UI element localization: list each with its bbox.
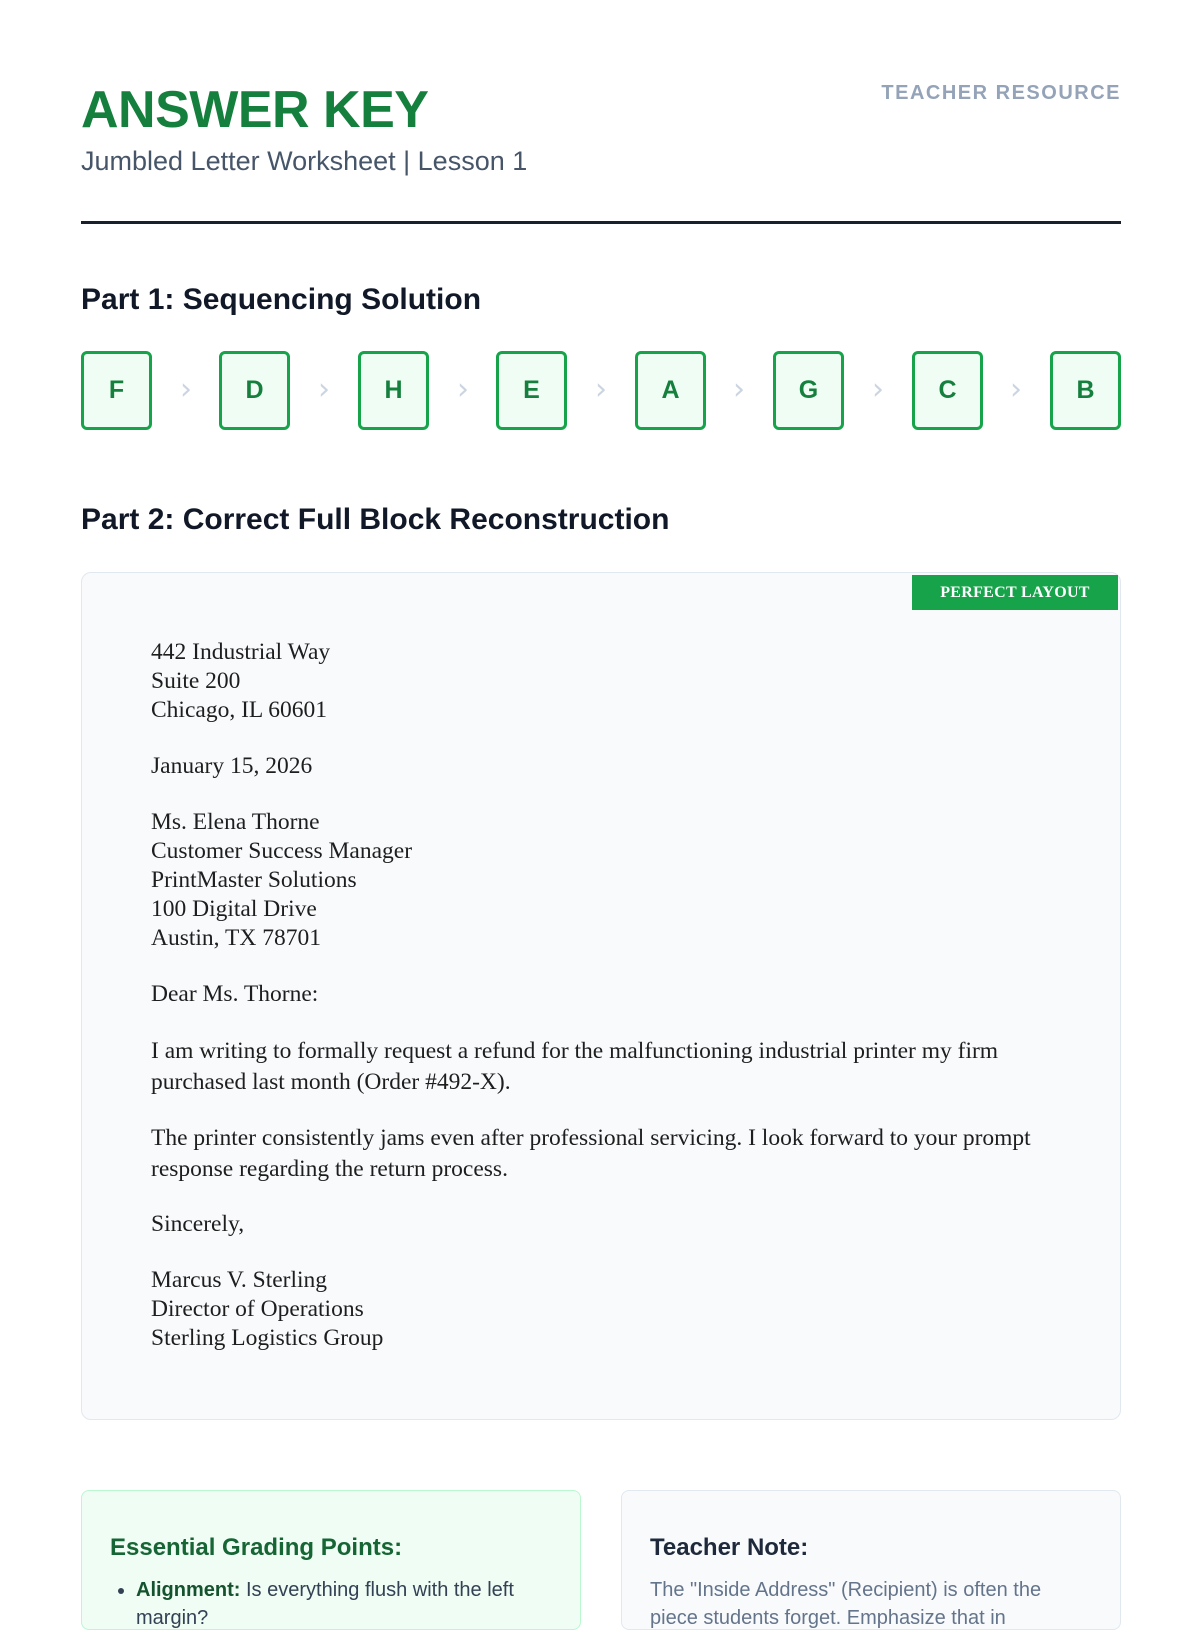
chevron-right-icon: ›: [595, 372, 607, 407]
signature-line: Sterling Logistics Group: [151, 1325, 384, 1351]
sequence-box: G: [773, 351, 844, 430]
part1-title: Part 1: Sequencing Solution: [81, 283, 482, 316]
inside-address: [151, 808, 1051, 953]
chevron-right-icon: ›: [457, 372, 469, 407]
body-paragraph-2: The printer consistently jams even after professional servicing. I look forward to your prompt response regarding the return process.: [151, 1125, 1031, 1182]
grading-point-text: Is everything flush with the left margin?: [136, 1579, 514, 1629]
inside-address-line: Ms. Elena Thorne: [151, 809, 320, 835]
chevron-right-icon: ›: [733, 372, 745, 407]
chevron-right-icon: ›: [180, 372, 192, 407]
page-title: ANSWER KEY: [81, 81, 429, 139]
chevron-right-icon: ›: [1010, 372, 1022, 407]
part2-title: Part 2: Correct Full Block Reconstruction: [81, 503, 670, 536]
letter-date: [151, 752, 1051, 781]
answer-key-page: [81, 0, 1121, 1629]
signature-line: Marcus V. Sterling: [151, 1267, 328, 1293]
inside-address-line: Customer Success Manager: [151, 838, 413, 864]
grading-point-label: Alignment:: [136, 1579, 241, 1601]
sequence-box: C: [912, 351, 983, 430]
sender-address: [151, 638, 1051, 725]
page-subtitle: Jumbled Letter Worksheet | Lesson 1: [81, 146, 528, 176]
inside-address-line: PrintMaster Solutions: [151, 867, 357, 893]
sequence-box: B: [1050, 351, 1121, 430]
sender-address-line: Suite 200: [151, 668, 241, 694]
header: [81, 0, 1121, 224]
sender-address-line: 442 Industrial Way: [151, 639, 331, 665]
chevron-right-icon: ›: [318, 372, 330, 407]
signature-line: Director of Operations: [151, 1296, 364, 1322]
sequence-box: H: [358, 351, 429, 430]
inside-address-line: 100 Digital Drive: [151, 896, 317, 922]
date-line: January 15, 2026: [151, 753, 313, 779]
grading-points-card: [81, 1490, 581, 1630]
closing: [151, 1210, 1051, 1239]
sequence-solution: [81, 351, 1121, 430]
salutation-line: Dear Ms. Thorne:: [151, 981, 319, 1007]
body-paragraph-1: I am writing to formally request a refund for the malfunctioning industrial printer my firm purchased last month (Order #492-X).: [151, 1038, 999, 1095]
teacher-note-title: Teacher Note:: [650, 1534, 809, 1561]
signature-block: [151, 1266, 1051, 1353]
chevron-right-icon: ›: [872, 372, 884, 407]
teacher-note-text: The "Inside Address" (Recipient) is often the piece students forget. Emphasize that in: [650, 1579, 1042, 1629]
sequence-box: D: [219, 351, 290, 430]
sender-address-line: Chicago, IL 60601: [151, 697, 327, 723]
sequence-box: F: [81, 351, 152, 430]
grading-points-title: Essential Grading Points:: [110, 1534, 403, 1561]
grading-points-list: [136, 1576, 556, 1632]
grading-point: [136, 1576, 556, 1632]
teacher-note-card: [621, 1490, 1121, 1630]
sequence-box: E: [496, 351, 567, 430]
resource-label: TEACHER RESOURCE: [881, 82, 1121, 104]
salutation: [151, 980, 1051, 1009]
sequence-box: A: [635, 351, 706, 430]
inside-address-line: Austin, TX 78701: [151, 925, 321, 951]
letter-card: [81, 572, 1121, 1420]
letter-body: [151, 638, 1051, 1380]
perfect-layout-badge: PERFECT LAYOUT: [912, 575, 1118, 610]
closing-line: Sincerely,: [151, 1211, 245, 1237]
